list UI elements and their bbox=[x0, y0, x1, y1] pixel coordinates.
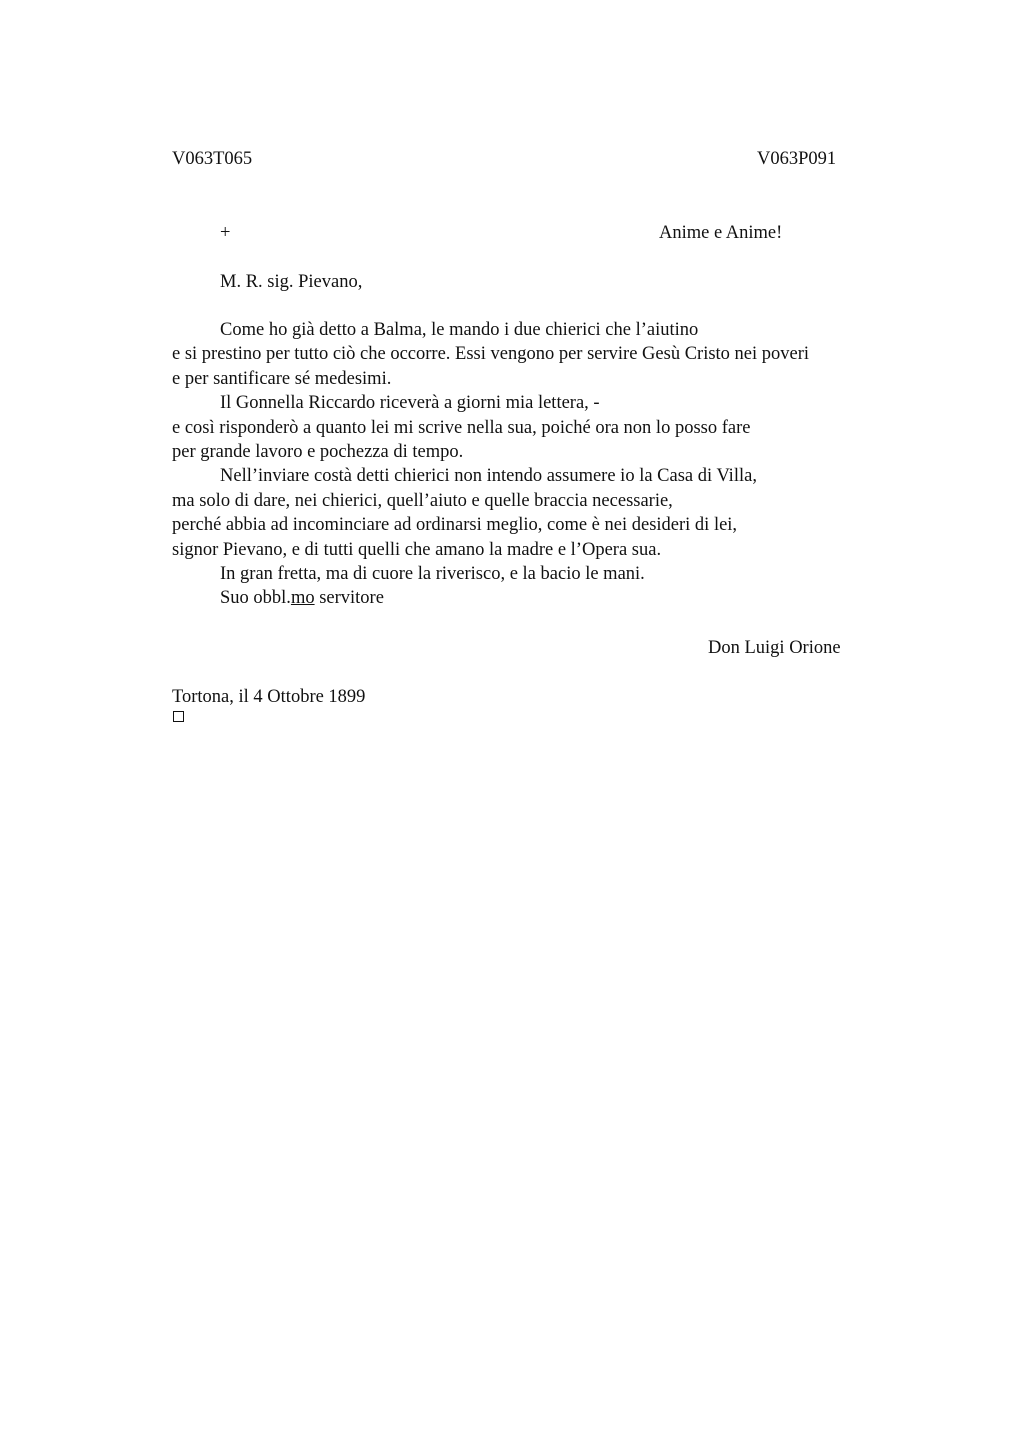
body-line: e così risponderò a quanto lei mi scrive nella sua, poiché ora non lo posso fare bbox=[172, 417, 751, 438]
signature: Don Luigi Orione bbox=[708, 638, 841, 658]
body-line: In gran fretta, ma di cuore la riverisco, e la bacio le mani. bbox=[220, 563, 645, 584]
header-left-code: V063T065 bbox=[172, 149, 253, 169]
letter-body bbox=[172, 318, 892, 611]
body-line: per grande lavoro e pochezza di tempo. bbox=[172, 441, 464, 462]
closing-line bbox=[172, 586, 892, 610]
body-line: perché abbia ad incominciare ad ordinarsi meglio, come è nei desideri di lei, bbox=[172, 515, 738, 536]
body-line: Il Gonnella Riccardo riceverà a giorni mia lettera, - bbox=[220, 393, 600, 414]
place-date: Tortona, il 4 Ottobre 1899 bbox=[172, 687, 366, 707]
closing-suffix: servitore bbox=[314, 588, 384, 609]
body-line: signor Pievano, e di tutti quelli che amano la madre e l’Opera sua. bbox=[172, 539, 662, 560]
empty-square-icon bbox=[173, 711, 184, 722]
closing-abbreviation: mo bbox=[290, 588, 315, 609]
body-line: e per santificare sé medesimi. bbox=[172, 368, 392, 389]
motto: Anime e Anime! bbox=[659, 223, 783, 243]
header-right-code: V063P091 bbox=[757, 149, 837, 169]
salutation: M. R. sig. Pievano, bbox=[220, 272, 363, 292]
body-line: Come ho già detto a Balma, le mando i due chierici che l’aiutino bbox=[220, 320, 699, 340]
body-line: e si prestino per tutto ciò che occorre. Essi vengono per servire Gesù Cristo nei poveri bbox=[172, 344, 810, 365]
body-line: ma solo di dare, nei chierici, quell’aiuto e quelle braccia necessarie, bbox=[172, 490, 673, 511]
cross-symbol: + bbox=[220, 223, 231, 243]
closing-prefix: Suo obbl. bbox=[220, 588, 291, 609]
body-line: Nell’inviare costà detti chierici non intendo assumere io la Casa di Villa, bbox=[220, 466, 757, 487]
